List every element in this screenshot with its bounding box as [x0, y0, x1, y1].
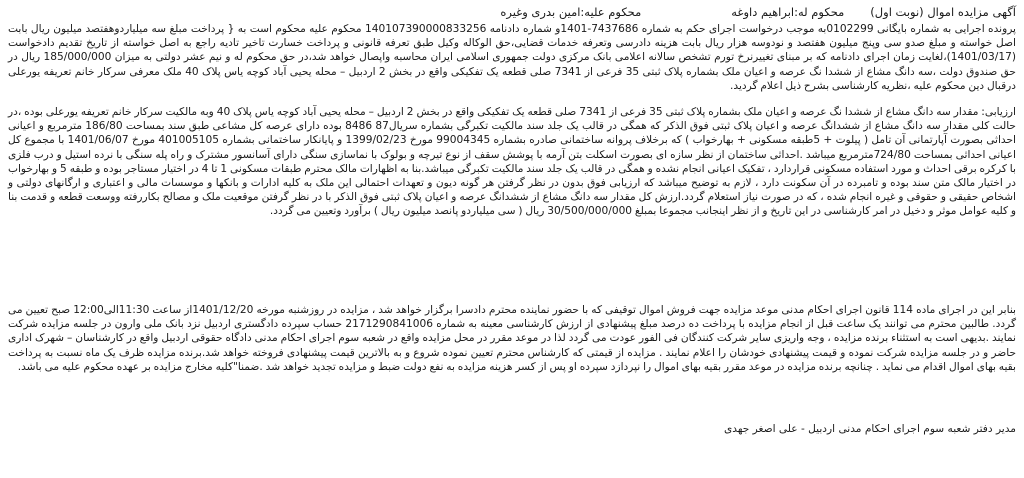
- signature-line: مدیر دفتر شعبه سوم اجرای احکام مدنی اردبیل - علی اصغر جهدی: [724, 423, 1016, 435]
- judgment-debtor: محکوم علیه:امین بدری وغیره: [500, 5, 642, 19]
- auction-terms-paragraph: بنابر این در اجرای ماده 114 قانون اجرای احکام مدنی موعد مزایده جهت فروش اموال توقیفی که با حضور نماینده محترم دادسرا برگزار خواهد شد ، مزایده در روزشنبه مورخه 1401/12/20از ساعت 11:30الی12:00 صبح تعیین می گردد. طالبین محترم می توانند یک ساعت قبل از انجام مزایده با پرداخت ده درصد مبلغ پیشنهادی از ارزش کارشناسی معینه به شماره 2171290841006 حساب سپرده دادگستری اردبیل نزد بانک ملی وارون در جلسه مزایده شرکت نمایند .بدیهی است به استثناء برنده مزایده ، وجه واریزی سایر شرکت کنندگان فی الفور عودت می گردد لذا در موعد مقرر در محل مزایده واقع در شعبه سوم اجرای احکام مدنی دادگاه حقوقی اردبیل واقع در کارشناسان – شهرک اداری حاضر و در جلسه مزایده شرکت نموده و قیمت پیشنهادی خودشان را اعلام نمایند . مزایده از قیمتی که کارشناس محترم تعیین نموده شروع و به بالاترین قیمت پیشنهادی فروخته خواهد شد.برنده مزایده ظرف یک ماه نسبت به پرداخت بقیه بهای اموال اقدام می نماید . چنانچه برنده مزایده در موعد مقرر بقیه بهای اموال را نپردازد سپرده او پس از کسر هزینه مزایده به نفع دولت ضبط و مزایده تجدید خواهد شد .ضمنا"کلیه مخارج مزایده بر عهده محکوم علیه می باشد.: [8, 304, 1017, 373]
- notice-header: [8, 4, 1016, 22]
- appraisal-paragraph: ارزیابی: مقدار سه دانگ مشاع از ششدا نگ عرصه و اعیان ملک بشماره پلاک ثبتی 35 فرعی از 7341 صلی قطعه یک تفکیکی واقع در بخش 2 اردبیل – محله یحیی آباد کوچه یاس پلاک 40 وبه مالکیت سرکار خانم تعریفه یورعلی بوده ،در حالت کلی مقدار سه دانگ مشاع از ششدانگ عرصه و اعیان پلاک ثبتی فوق الذکر که همگی در قالب یک جلد سند مالکیت تکبرگی بشماره سریال87 8486 بوده دارای عرصه کل مشاعی طبق سند بمساحت 186/80 مترمربع و اعیانی احداثی بصورت آپارتمانی آن تامل ( پیلوت + 5طبقه مسکونی + بهارخواب ) که برخلاف پروانه ساختمانی صادره بشماره 99004345 مورخ 1399/02/23 و پایانکار ساختمانی بشماره 401005105 مورخ 1401/06/07 با مجموع کل اعیانی احداثی بمساحت 724/80مترمربع میباشد .احداثی ساختمان از نظر سازه ای بصورت اسکلت بتن آرمه با پوشش سقف از نوع تیرچه و بولوک با نماسازی سنگی دارای آسانسور مشترک و راه پله سنگی با نرده استیل و درب فلزی با کرکره برقی احداث و مورد استفاده مسکونی قراردارد ، تفکیک اعیانی انجام نشده و همگی در قالب یک جلد سند مالکیت تکبرگی میباشد.بنا به اظهارات مالک محترم طبقات مسکونی 1 تا 4 در اختیار مستاجر بوده و طبقه 5 و بهارخواب در اختیار مالک متن سند بوده و تامبرده در آن سکونت دارد ، لازم به توضیح میباشد که ارزیابی فوق بدون در نظر گرفتن هر گونه دیون و تعهدات احتمالی این ملک به کلیه ادارات و بانکها و موسسات مالی و اعتباری و ارگانهای دولتی و اشخاص حقیقی و حقوقی و غیره انجام شده ، که در صورت نیاز استعلام گردد.ارزش کل مقدار سه دانگ مشاع از ششدانگ عرصه و اعیان پلاک ثبتی فوق الذکر با در نظر گرفتن موقعیت ملک و مصالح بکاررفته ووسعت قطعه و قدمت بنا و کلیه عوامل موثر و دخیل در امر کارشناسی در این تاریخ و از نظر اینجانب مجموعا بمبلغ 30/500/000/000 ریال ( سی میلیاردو پانصد میلیون ریال ) برآورد وتعیین می گردد.: [8, 106, 1016, 218]
- case-info-paragraph: پرونده اجرایی به شماره بایگانی 0102299به موجب درخواست اجرای حکم به شماره 7437686-1401و شماره دادنامه 140107390000833256 محکوم علیه محکوم است به { پرداخت مبلغ سه میلیاردوهفتصد میلیون ریال بابت اصل خواسته و مبلغ صدو سی وپنج میلیون هفتصد و نودوسه هزار ریال بابت هزینه دادرسی وتعرفه خدمات قضایی،حق الوکاله وکیل طبق تعرفه قانونی و پرداخت خسارت تاخیر تادیه راجع به اصل خواسته از تاریخ تقدیم دادخواست (1401/03/17)،لغایت زمان اجرای دادنامه که بر مبنای تغییرنرخ تورم تشخص سالانه اعلامی بانک مرکزی دولت جمهوری اسلامی ایران محاسبه واپصال خواهد شد،در حق محکوم له و نیم عشر دولتی به میزان 185/000/000 ریال در حق صندوق دولت ،سه دانگ مشاع از ششدا نگ عرصه و اعیان ملک بشماره پلاک ثبتی 35 فرعی از 7341 صلی قطعه یک تفکیکی واقع در بخش 2 اردبیل – محله یحیی آباد کوچه یاس پلاک 40 ملک معرفی سرکار خانم تعریفه یورعلی درقبال دین محکوم علیه ،نظریه کارشناسی بشرح ذیل اعلام گردید.: [8, 23, 1017, 92]
- notice-title: آگهی مزایده اموال (نوبت اول): [870, 5, 1016, 19]
- judgment-creditor: محکوم له:ابراهیم داوغه: [731, 5, 845, 19]
